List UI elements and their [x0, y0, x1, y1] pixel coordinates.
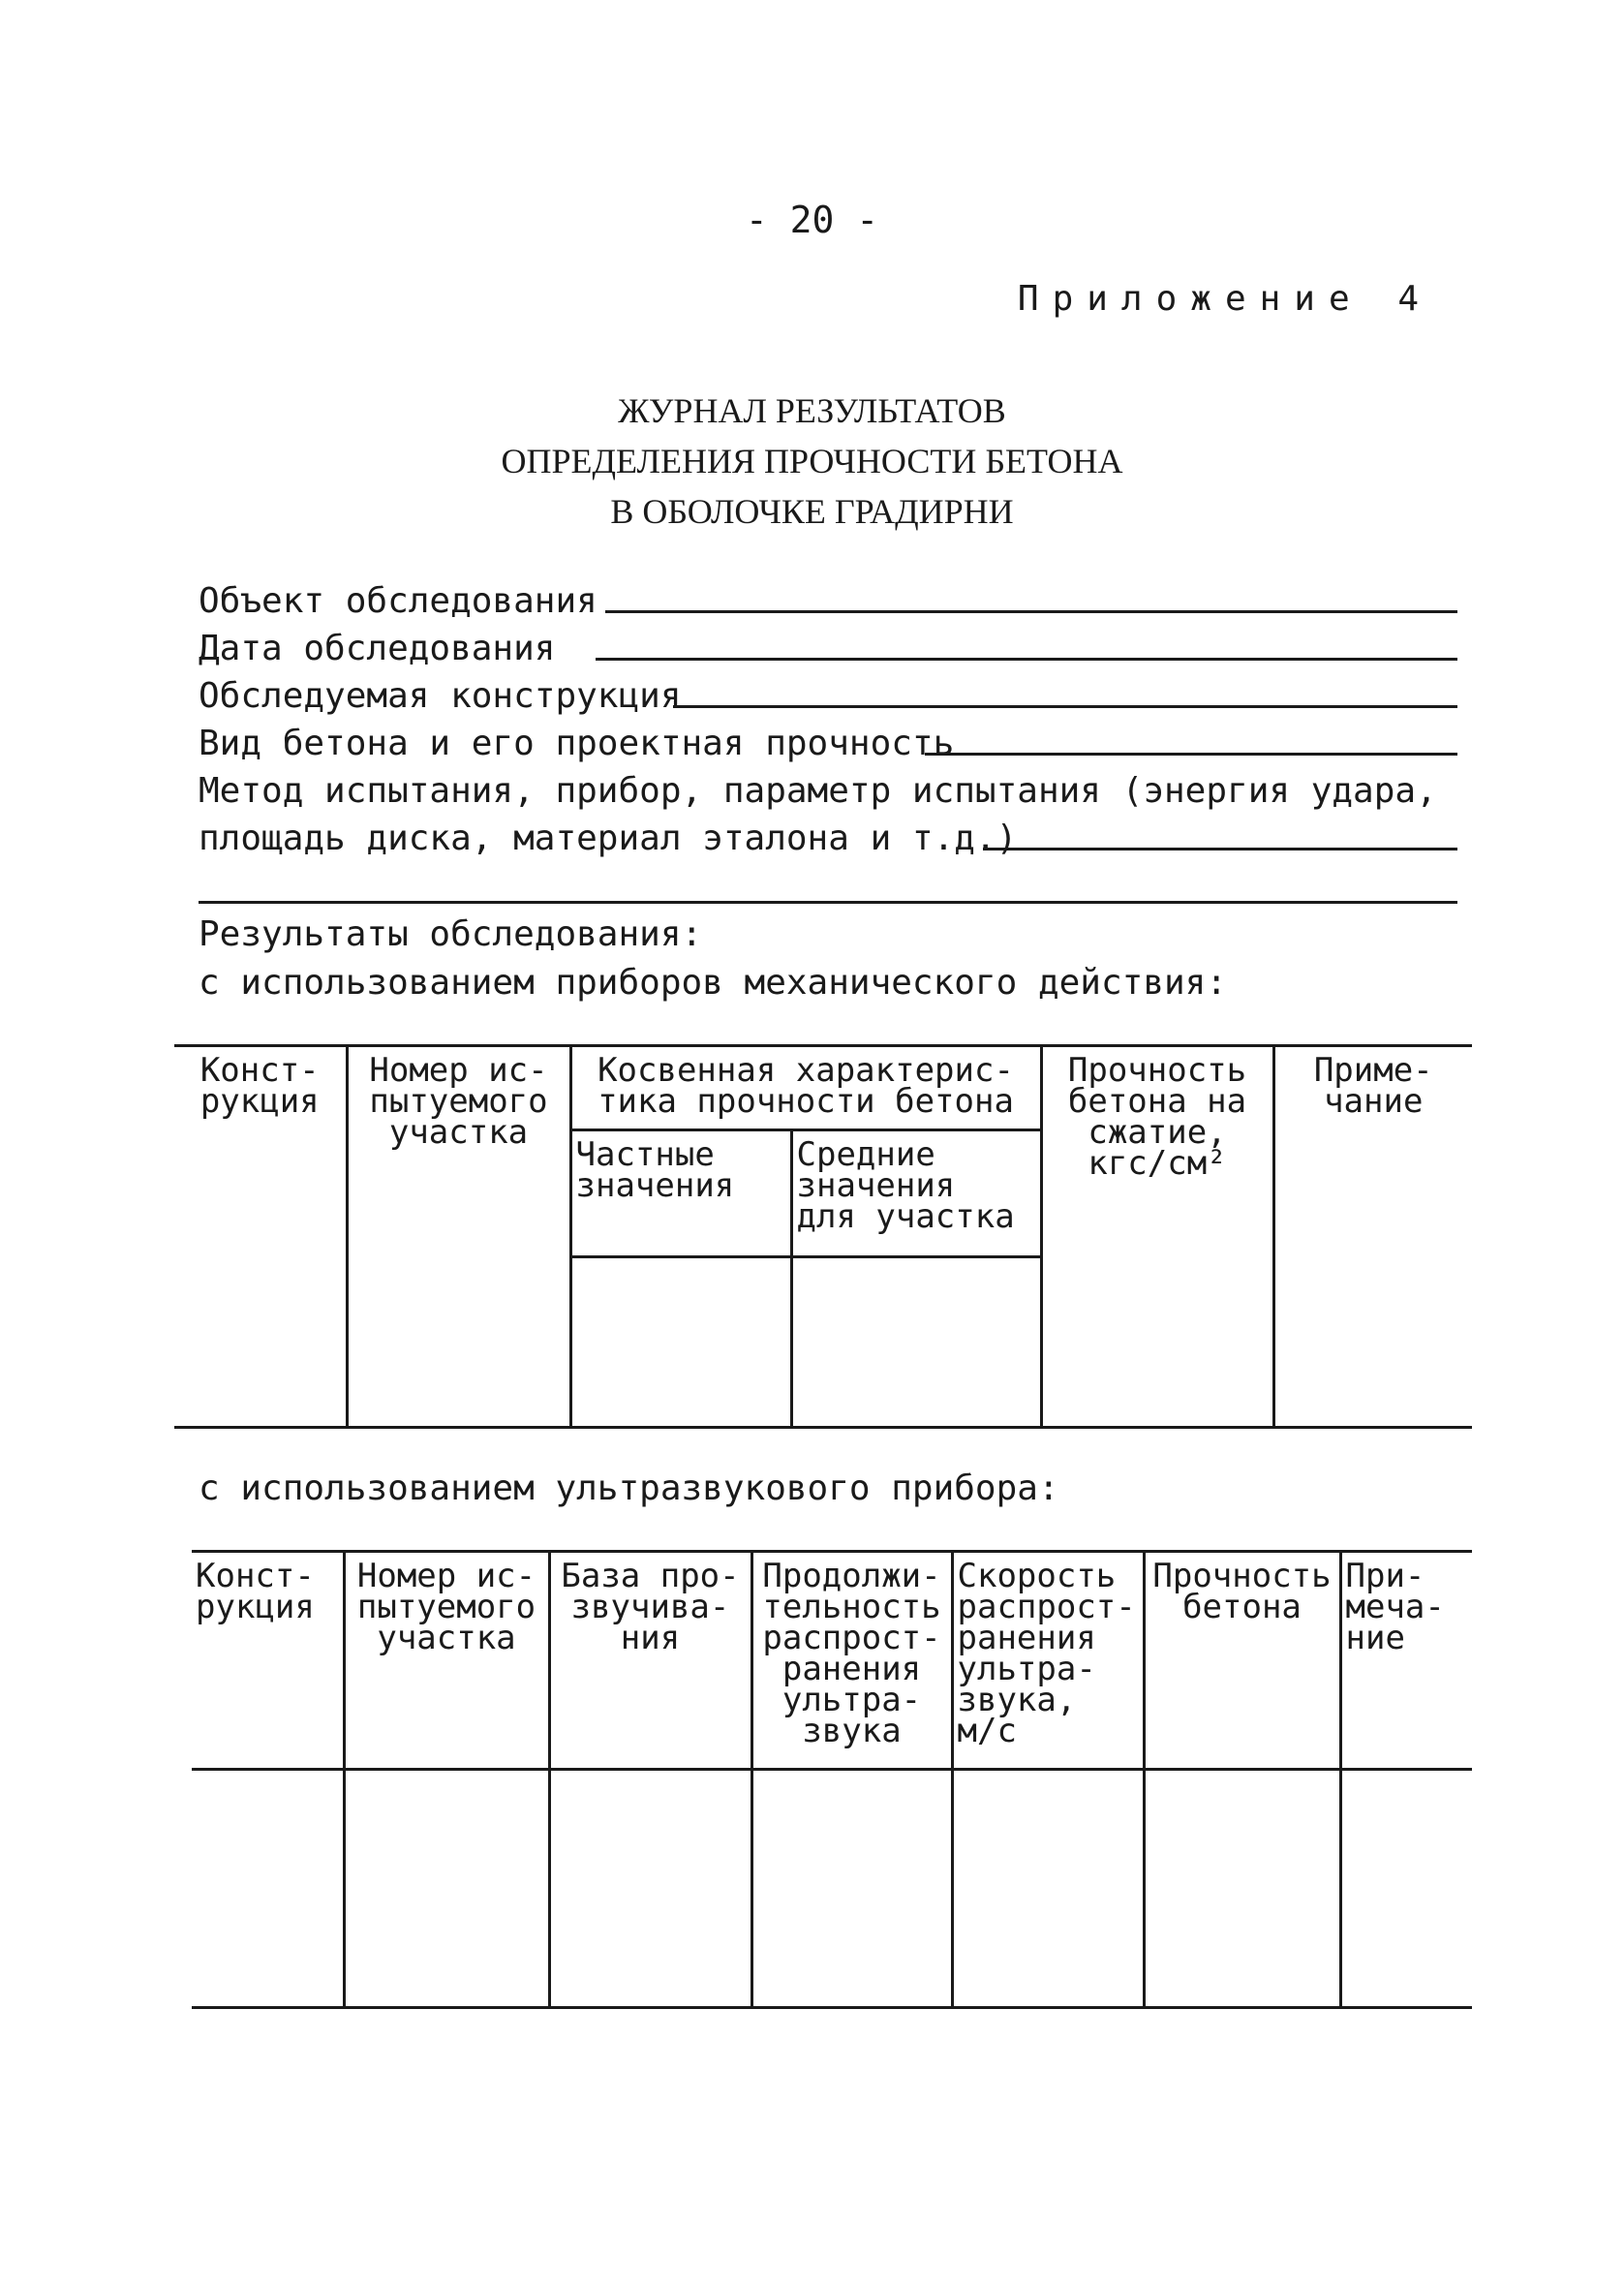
method-field-line-2 — [199, 815, 1457, 862]
title-line-2: ОПРЕДЕЛЕНИЯ ПРОЧНОСТИ БЕТОНА — [501, 442, 1123, 480]
u-header-base: База про- звучива- ния — [549, 1552, 751, 1770]
concrete-label: Вид бетона и его проектная прочность — [199, 724, 955, 763]
mechanical-heading: с использованием приборов механического действия: — [199, 963, 1228, 1003]
construction-field — [199, 672, 1457, 720]
u-cell-construction[interactable] — [192, 1770, 344, 2008]
date-label: Дата обследования — [199, 629, 556, 668]
object-label: Объект обследования — [199, 581, 598, 621]
document-title — [0, 386, 1624, 537]
mech-cell-strength[interactable] — [1041, 1257, 1273, 1428]
method-field-line-1 — [199, 767, 1457, 815]
header-section-number: Номер ис- пытуемого участка — [347, 1046, 570, 1257]
mechanical-results-table — [174, 1044, 1472, 1429]
u-header-strength: Прочность бетона — [1144, 1552, 1340, 1770]
construction-label: Обследуемая конструкция — [199, 676, 682, 716]
date-blank[interactable] — [596, 658, 1457, 661]
u-cell-strength[interactable] — [1144, 1770, 1340, 2008]
header-average-values: Средние значения для участка — [791, 1130, 1041, 1257]
ultrasonic-heading: с использованием ультразвукового прибора: — [199, 1469, 1059, 1508]
u-header-speed: Скорость распрост- ранения ультра- звука, м/с — [952, 1552, 1144, 1770]
u-header-duration: Продолжи- тельность распрост- ранения ультра- звука — [751, 1552, 952, 1770]
mech-cell-section-number[interactable] — [347, 1257, 570, 1428]
mech-cell-note[interactable] — [1273, 1257, 1472, 1428]
mech-cell-construction[interactable] — [174, 1257, 347, 1428]
object-blank[interactable] — [605, 610, 1457, 613]
header-compressive-strength: Прочность бетона на сжатие, кгс/см² — [1041, 1046, 1273, 1257]
u-header-construction: Конст- рукция — [192, 1552, 344, 1770]
u-cell-base[interactable] — [549, 1770, 751, 2008]
results-heading: Результаты обследования: — [199, 914, 703, 954]
u-header-section-number: Номер ис- пытуемого участка — [344, 1552, 549, 1770]
u-cell-speed[interactable] — [952, 1770, 1144, 2008]
u-header-note: При- меча- ние — [1340, 1552, 1472, 1770]
header-note: Приме- чание — [1273, 1046, 1472, 1257]
construction-blank[interactable] — [673, 705, 1457, 708]
date-field — [199, 625, 1457, 672]
survey-fields — [199, 577, 1457, 904]
u-cell-section-number[interactable] — [344, 1770, 549, 2008]
ultrasonic-results-table — [192, 1550, 1472, 2009]
header-partial-values: Частные значения — [570, 1130, 791, 1257]
title-line-1: ЖУРНАЛ РЕЗУЛЬТАТОВ — [618, 391, 1006, 430]
appendix-label: Приложение 4 — [1017, 279, 1432, 319]
title-line-3: В ОБОЛОЧКЕ ГРАДИРНИ — [610, 492, 1014, 531]
concrete-blank[interactable] — [925, 753, 1457, 756]
mech-cell-average-values[interactable] — [791, 1257, 1041, 1428]
header-indirect-characteristic: Косвенная характерис- тика прочности бетона — [570, 1046, 1041, 1130]
method-extra-blank[interactable] — [199, 866, 1457, 904]
method-label-1: Метод испытания, прибор, параметр испытания (энергия удара, — [199, 771, 1437, 811]
method-blank[interactable] — [983, 848, 1457, 850]
concrete-field — [199, 720, 1457, 767]
mech-cell-partial-values[interactable] — [570, 1257, 791, 1428]
u-cell-note[interactable] — [1340, 1770, 1472, 2008]
page-number: - 20 - — [745, 199, 879, 241]
u-cell-duration[interactable] — [751, 1770, 952, 2008]
method-label-2: площадь диска, материал эталона и т.д.) — [199, 819, 1018, 858]
header-construction: Конст- рукция — [174, 1046, 347, 1257]
object-field — [199, 577, 1457, 625]
